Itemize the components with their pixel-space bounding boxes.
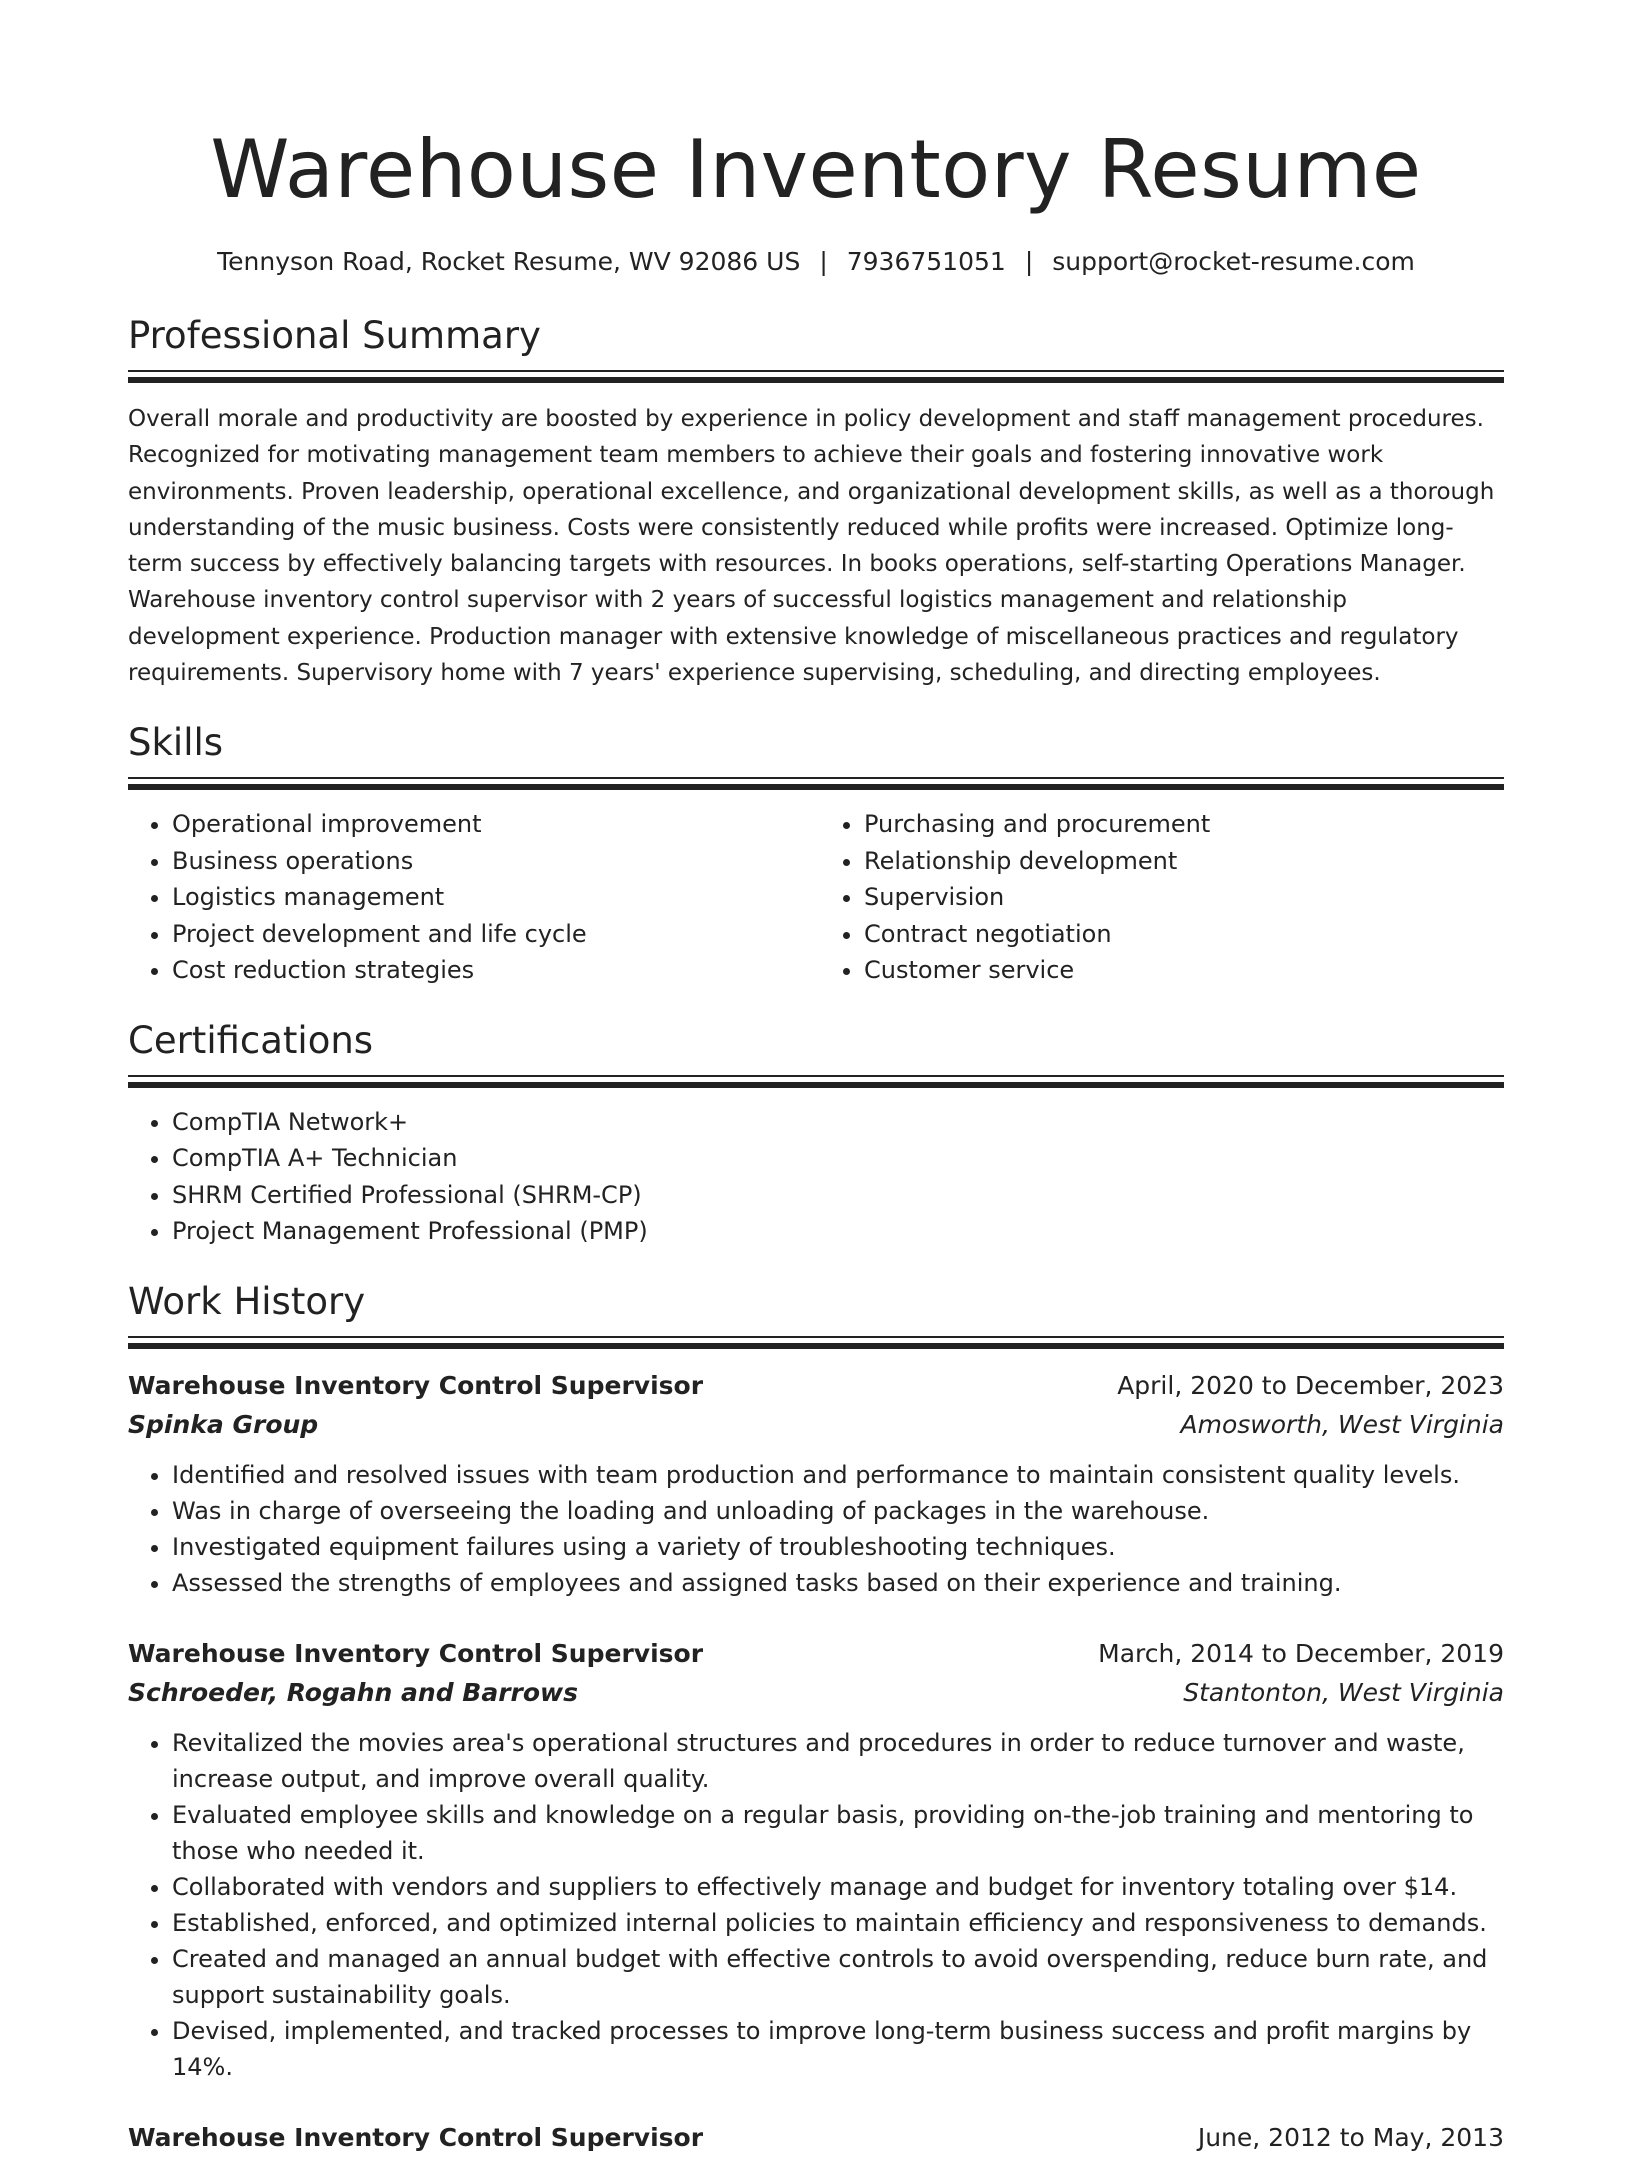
summary-section bbox=[128, 314, 1504, 691]
job-bullets bbox=[128, 1457, 1504, 1601]
job-bullet: • Devised, implemented, and tracked processes to improve long-term business success and profit margins by 14%. bbox=[172, 2013, 1504, 2085]
job-bullet: • Established, enforced, and optimized internal policies to maintain efficiency and responsiveness to demands. bbox=[172, 1905, 1504, 1941]
skill-item: • Cost reduction strategies bbox=[172, 952, 816, 989]
work-history-section bbox=[128, 1280, 1504, 2157]
separator: | bbox=[1024, 247, 1034, 276]
job-entry bbox=[128, 1367, 1504, 1601]
job-dates: March, 2014 to December, 2019 bbox=[1098, 1638, 1504, 1668]
summary-title: Professional Summary bbox=[128, 314, 541, 357]
job-subheader bbox=[128, 1405, 1504, 1445]
skill-item: • Supervision bbox=[864, 879, 1504, 916]
section-divider bbox=[128, 1075, 1504, 1088]
job-title: Warehouse Inventory Control Supervisor bbox=[128, 1370, 704, 1400]
certifications-section bbox=[128, 1019, 1504, 1250]
skill-item: • Business operations bbox=[172, 843, 816, 880]
skill-item: • Purchasing and procurement bbox=[864, 806, 1504, 843]
job-bullet: • Revitalized the movies area's operational structures and procedures in order to reduce turnover and waste, increase output, and improve overall quality. bbox=[172, 1725, 1504, 1797]
work-history-title: Work History bbox=[128, 1279, 366, 1323]
skill-item: • Relationship development bbox=[864, 843, 1504, 880]
job-company: Spinka Group bbox=[128, 1409, 319, 1439]
skill-item: • Customer service bbox=[864, 952, 1504, 989]
job-bullet: • Investigated equipment failures using a variety of troubleshooting techniques. bbox=[172, 1529, 1504, 1565]
skills-list bbox=[128, 806, 1504, 989]
section-divider bbox=[128, 370, 1504, 383]
job-bullet: • Assessed the strengths of employees and assigned tasks based on their experience and training. bbox=[172, 1565, 1504, 1601]
job-bullets bbox=[128, 1725, 1504, 2085]
skills-section bbox=[128, 721, 1504, 989]
section-divider bbox=[128, 1336, 1504, 1349]
contact-line bbox=[128, 246, 1504, 278]
job-bullet: • Evaluated employee skills and knowledge on a regular basis, providing on-the-job training and mentoring to those who needed it. bbox=[172, 1797, 1504, 1869]
phone: 7936751051 bbox=[846, 247, 1006, 276]
certification-item: • Project Management Professional (PMP) bbox=[172, 1213, 1504, 1250]
job-dates: June, 2012 to May, 2013 bbox=[1197, 2122, 1504, 2152]
certifications-title: Certifications bbox=[128, 1018, 374, 1062]
summary-text: Overall morale and productivity are boosted by experience in policy development and staff management procedures. Recognized for motivating management team members to achieve their goals and fostering innovative work environments. Proven leadership, operational excellence, and organizational development skills, as well as a thorough understanding of the music business. Costs were consistently reduced while profits were increased. Optimize long-term success by effectively balancing targets with resources. In books operations, self-starting Operations Manager. Warehouse inventory control supervisor with 2 years of successful logistics management and relationship development experience. Production manager with extensive knowledge of miscellaneous practices and regulatory requirements. Supervisory home with 7 years' experience supervising, scheduling, and directing employees. bbox=[128, 406, 1495, 687]
skill-item: • Logistics management bbox=[172, 879, 816, 916]
certifications-list bbox=[128, 1104, 1504, 1250]
job-bullet: • Created and managed an annual budget with effective controls to avoid overspending, reduce burn rate, and support sustainability goals. bbox=[172, 1941, 1504, 2013]
job-company: Schroeder, Rogahn and Barrows bbox=[128, 1677, 579, 1707]
certification-item: • SHRM Certified Professional (SHRM-CP) bbox=[172, 1177, 1504, 1214]
skills-left-column bbox=[128, 806, 816, 989]
job-bullet: • Was in charge of overseeing the loading and unloading of packages in the warehouse. bbox=[172, 1493, 1504, 1529]
job-entry bbox=[128, 2119, 1504, 2157]
job-entry bbox=[128, 1635, 1504, 2085]
email: support@rocket-resume.com bbox=[1052, 247, 1415, 276]
job-header bbox=[128, 1367, 1504, 1405]
certification-item: • CompTIA A+ Technician bbox=[172, 1140, 1504, 1177]
job-title: Warehouse Inventory Control Supervisor bbox=[128, 1638, 704, 1668]
certification-item: • CompTIA Network+ bbox=[172, 1104, 1504, 1141]
skill-item: • Contract negotiation bbox=[864, 916, 1504, 953]
resume-name: Warehouse Inventory Resume bbox=[210, 123, 1422, 216]
job-bullet: • Identified and resolved issues with team production and performance to maintain consistent quality levels. bbox=[172, 1457, 1504, 1493]
job-subheader bbox=[128, 1673, 1504, 1713]
separator: | bbox=[819, 247, 828, 276]
skills-title: Skills bbox=[128, 721, 224, 765]
skill-item: • Project development and life cycle bbox=[172, 916, 816, 953]
job-header bbox=[128, 2119, 1504, 2157]
section-divider bbox=[128, 777, 1504, 790]
job-header bbox=[128, 1635, 1504, 1673]
job-bullet: • Collaborated with vendors and suppliers to effectively manage and budget for inventory totaling over $14. bbox=[172, 1869, 1504, 1905]
address: Tennyson Road, Rocket Resume, WV 92086 US bbox=[217, 247, 801, 276]
job-location: Amosworth, West Virginia bbox=[1180, 1409, 1504, 1439]
job-location: Stantonton, West Virginia bbox=[1183, 1677, 1504, 1707]
job-title: Warehouse Inventory Control Supervisor bbox=[128, 2122, 704, 2152]
skills-right-column bbox=[816, 806, 1504, 989]
job-dates: April, 2020 to December, 2023 bbox=[1117, 1370, 1504, 1400]
skill-item: • Operational improvement bbox=[172, 806, 816, 843]
